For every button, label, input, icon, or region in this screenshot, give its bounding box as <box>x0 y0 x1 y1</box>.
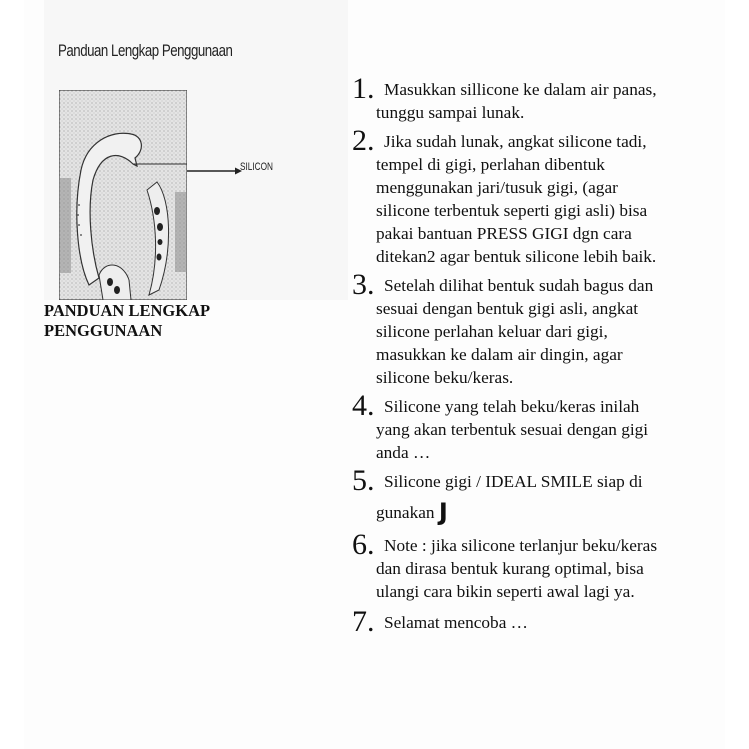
step-text-line: silicone beku/keras. <box>376 368 514 387</box>
figure-label-silicon: SILICON <box>240 161 274 173</box>
step-text-line: sesuai dengan bentuk gigi asli, angkat <box>376 299 639 318</box>
step-text-line: pakai bantuan PRESS GIGI dgn cara <box>376 224 632 243</box>
figure-shadow-right <box>175 192 187 272</box>
step-item <box>350 464 720 526</box>
tooth-dot <box>154 207 160 215</box>
step-text-line: yang akan terbentuk sesuai dengan gigi <box>376 420 649 439</box>
denture-silicone-illustration <box>59 90 187 300</box>
tooth-dot <box>158 239 163 245</box>
step-text-line: Selamat mencoba … <box>384 613 528 632</box>
step-number: 3. <box>352 268 375 301</box>
step-text-line: silicone terbentuk seperti gigi asli) bisa <box>376 201 648 220</box>
step-text-line: dan dirasa bentuk kurang optimal, bisa <box>376 559 644 578</box>
step-item <box>350 528 720 603</box>
step-item <box>350 268 720 389</box>
figure-shadow-left <box>59 178 71 273</box>
caption-line: PANDUAN LENGKAP <box>44 301 211 320</box>
scanned-instruction-image <box>44 0 348 300</box>
step-number: 1. <box>352 72 375 105</box>
step-text-line: Silicone yang telah beku/keras inilah <box>384 397 640 416</box>
step-text-line: Jika sudah lunak, angkat silicone tadi, <box>384 132 647 151</box>
step-number: 2. <box>352 124 375 157</box>
scan-title: Panduan Lengkap Penggunaan <box>58 41 233 60</box>
step-text-line: ditekan2 agar bentuk silicone lebih baik. <box>376 247 657 266</box>
smiley-glyph-icon: J <box>438 498 448 526</box>
step-text-line: Note : jika silicone terlanjur beku/keras <box>384 536 658 555</box>
tooth-dot <box>157 223 163 231</box>
step-item <box>350 605 720 638</box>
step-text-line: Masukkan sillicone ke dalam air panas, <box>384 80 657 99</box>
step-text-line: Setelah dilihat bentuk sudah bagus dan <box>384 276 654 295</box>
tooth-dot <box>107 278 113 286</box>
step-number: 6. <box>352 528 375 561</box>
step-text-line: anda … <box>376 443 431 462</box>
step-text-line: Silicone gigi / IDEAL SMILE siap di <box>384 472 643 491</box>
step-text-line: masukkan ke dalam air dingin, agar <box>376 345 623 364</box>
caption-heading <box>44 301 210 341</box>
step-text-line: silicone perlahan keluar dari gigi, <box>376 322 608 341</box>
tooth-dot <box>157 254 162 261</box>
step-number: 7. <box>352 605 375 638</box>
step-number: 5. <box>352 464 375 497</box>
step-text-line: menggunakan jari/tusuk gigi, (agar <box>376 178 618 197</box>
step-text-line: tempel di gigi, perlahan dibentuk <box>376 155 605 174</box>
step-number: 4. <box>352 389 375 422</box>
step-item <box>350 72 720 124</box>
step-text-line: gunakan <box>376 503 435 522</box>
step-text-line: tunggu sampai lunak. <box>376 103 525 122</box>
step-item <box>350 389 720 464</box>
instruction-steps-list <box>350 72 720 638</box>
step-item <box>350 124 720 268</box>
step-text-line: ulangi cara bikin seperti awal lagi ya. <box>376 582 635 601</box>
tooth-dot <box>114 286 120 294</box>
caption-line: PENGGUNAAN <box>44 321 163 340</box>
